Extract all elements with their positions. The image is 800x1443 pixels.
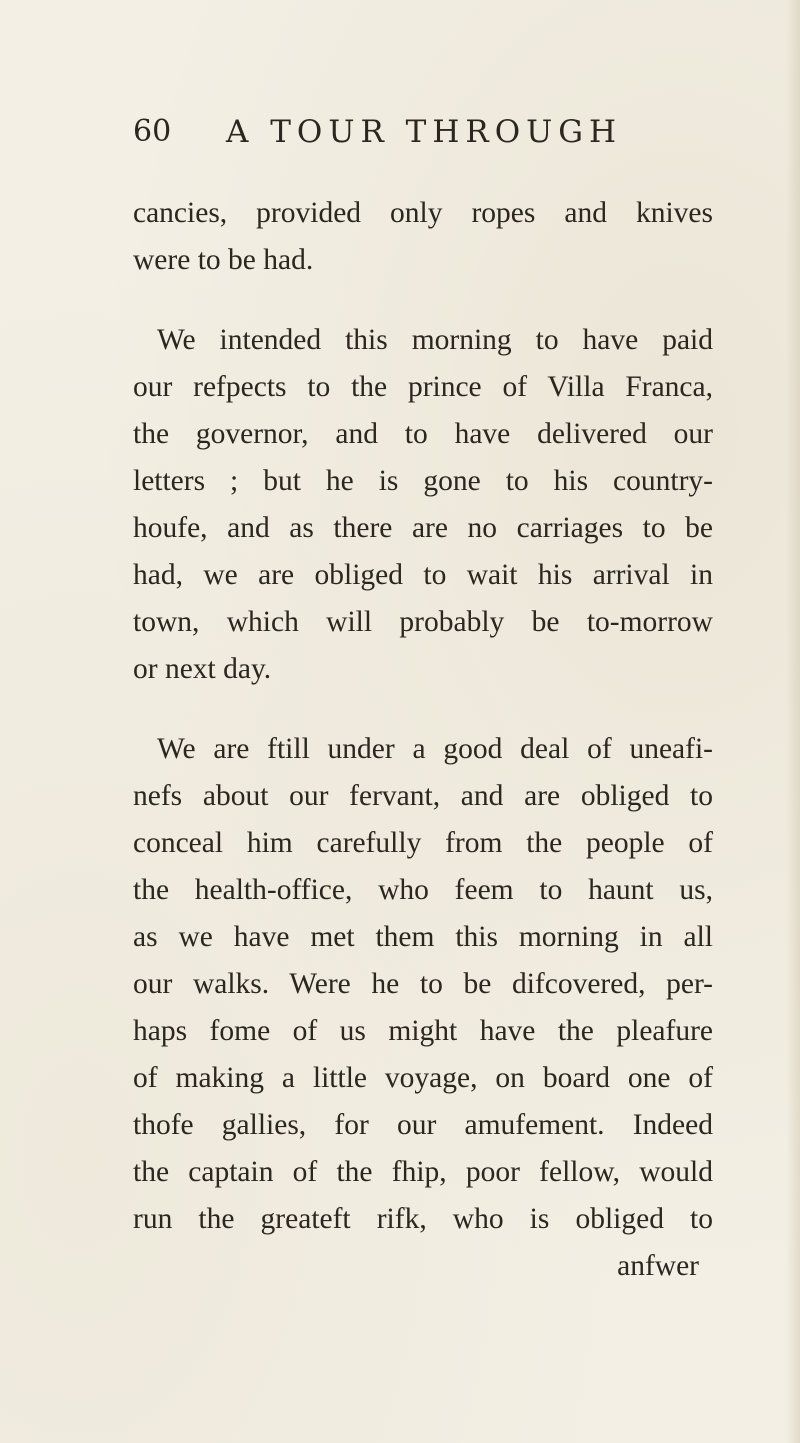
text-line: cancies, provided only ropes and knives	[133, 197, 713, 229]
text-line: We intended this morning to have paid	[157, 324, 713, 356]
catchword: anfwer	[617, 1250, 699, 1282]
text-line: of making a little voyage, on board one of	[133, 1062, 713, 1094]
text-line: nefs about our fervant, and are obliged to	[133, 780, 713, 812]
running-head: A TOUR THROUGH	[226, 114, 623, 150]
page-header	[133, 112, 693, 162]
text-line: thofe gallies, for our amufement. Indeed	[133, 1109, 713, 1141]
text-line: our walks. Were he to be difcovered, per-	[133, 968, 713, 1000]
page-edge-shadow	[786, 0, 800, 1443]
text-line: our refpects to the prince of Villa Franca,	[133, 371, 713, 403]
text-line: had, we are obliged to wait his arrival in	[133, 559, 713, 591]
text-line: or next day.	[133, 653, 272, 685]
page-number: 60	[133, 114, 172, 149]
text-line: as we have met them this morning in all	[133, 921, 713, 953]
text-line: were to be had.	[133, 244, 314, 276]
text-line: haps fome of us might have the pleafure	[133, 1015, 713, 1047]
text-line: letters ; but he is gone to his country-	[133, 465, 713, 497]
text-line: the health-office, who feem to haunt us,	[133, 874, 713, 906]
text-line: town, which will probably be to-morrow	[133, 606, 713, 638]
text-line: We are ftill under a good deal of uneafi-	[157, 733, 713, 765]
body-text	[133, 190, 713, 1290]
text-line: the captain of the fhip, poor fellow, would	[133, 1156, 713, 1188]
text-line: houfe, and as there are no carriages to be	[133, 512, 713, 544]
text-line: run the greateft rifk, who is obliged to	[133, 1203, 713, 1235]
text-line: conceal him carefully from the people of	[133, 827, 713, 859]
text-line: the governor, and to have delivered our	[133, 418, 713, 450]
